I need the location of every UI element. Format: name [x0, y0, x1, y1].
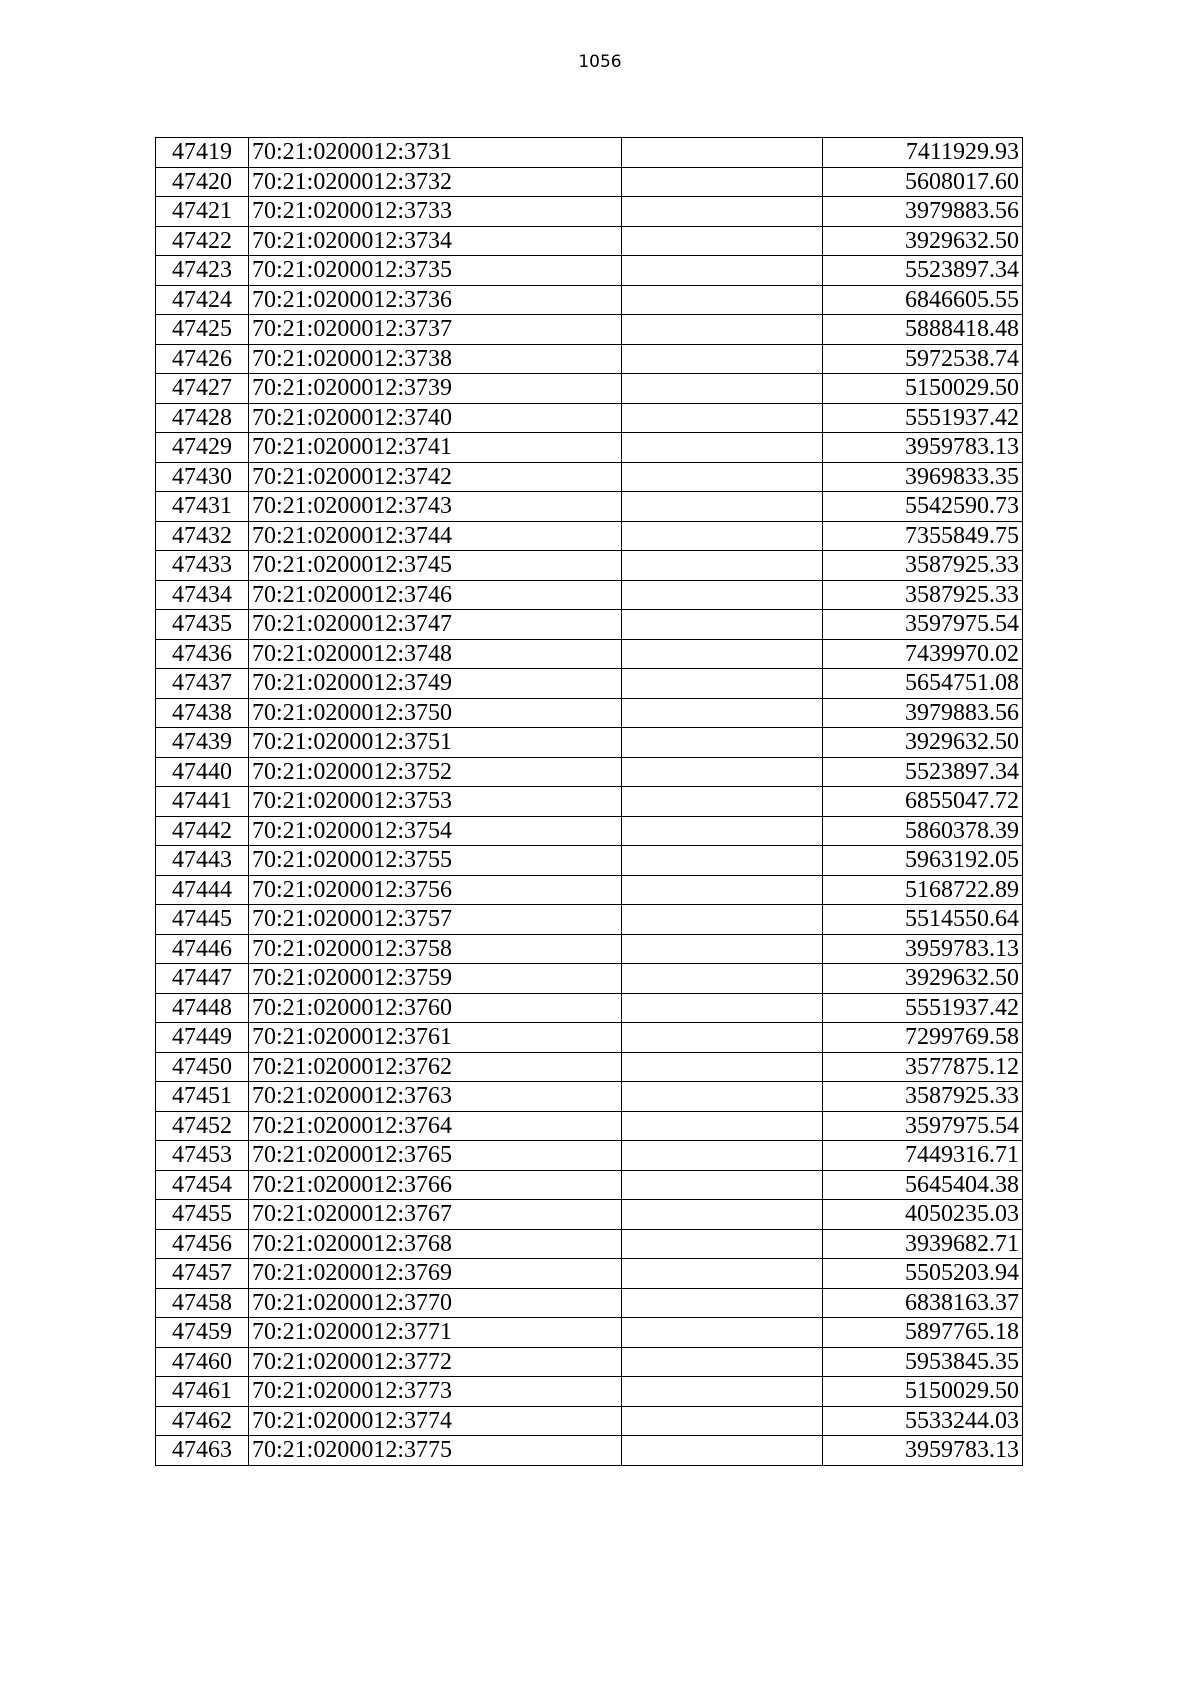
- value-cell: 5533244.03: [822, 1406, 1023, 1436]
- table-row: [156, 639, 1023, 669]
- row-number-cell: 47425: [156, 315, 249, 345]
- row-number-cell: 47451: [156, 1082, 249, 1112]
- value-cell: 5645404.38: [822, 1170, 1023, 1200]
- empty-cell: [622, 669, 823, 699]
- cadastral-number-cell: 70:21:0200012:3773: [249, 1377, 622, 1407]
- table-row: [156, 521, 1023, 551]
- row-number-cell: 47432: [156, 521, 249, 551]
- row-number-cell: 47449: [156, 1023, 249, 1053]
- cadastral-number-cell: 70:21:0200012:3767: [249, 1200, 622, 1230]
- row-number-cell: 47430: [156, 462, 249, 492]
- empty-cell: [622, 1318, 823, 1348]
- value-cell: 5654751.08: [822, 669, 1023, 699]
- value-cell: 3969833.35: [822, 462, 1023, 492]
- empty-cell: [622, 875, 823, 905]
- cadastral-number-cell: 70:21:0200012:3753: [249, 787, 622, 817]
- row-number-cell: 47424: [156, 285, 249, 315]
- table-row: [156, 226, 1023, 256]
- value-cell: 5860378.39: [822, 816, 1023, 846]
- empty-cell: [622, 993, 823, 1023]
- cadastral-number-cell: 70:21:0200012:3755: [249, 846, 622, 876]
- value-cell: 5523897.34: [822, 256, 1023, 286]
- cadastral-number-cell: 70:21:0200012:3762: [249, 1052, 622, 1082]
- table-row: [156, 1259, 1023, 1289]
- table-row: [156, 993, 1023, 1023]
- row-number-cell: 47446: [156, 934, 249, 964]
- value-cell: 5972538.74: [822, 344, 1023, 374]
- empty-cell: [622, 492, 823, 522]
- cadastral-number-cell: 70:21:0200012:3733: [249, 197, 622, 227]
- cadastral-number-cell: 70:21:0200012:3775: [249, 1436, 622, 1466]
- row-number-cell: 47458: [156, 1288, 249, 1318]
- value-cell: 5608017.60: [822, 167, 1023, 197]
- table-row: [156, 1141, 1023, 1171]
- cadastral-number-cell: 70:21:0200012:3743: [249, 492, 622, 522]
- table-row: [156, 1023, 1023, 1053]
- table-row: [156, 256, 1023, 286]
- table-row: [156, 816, 1023, 846]
- value-cell: 3959783.13: [822, 433, 1023, 463]
- empty-cell: [622, 1406, 823, 1436]
- value-cell: 7411929.93: [822, 138, 1023, 168]
- cadastral-number-cell: 70:21:0200012:3745: [249, 551, 622, 581]
- cadastral-number-cell: 70:21:0200012:3758: [249, 934, 622, 964]
- table-row: [156, 1347, 1023, 1377]
- value-cell: 5888418.48: [822, 315, 1023, 345]
- empty-cell: [622, 226, 823, 256]
- row-number-cell: 47429: [156, 433, 249, 463]
- empty-cell: [622, 610, 823, 640]
- table-row: [156, 462, 1023, 492]
- cadastral-number-cell: 70:21:0200012:3736: [249, 285, 622, 315]
- empty-cell: [622, 315, 823, 345]
- row-number-cell: 47455: [156, 1200, 249, 1230]
- cadastral-number-cell: 70:21:0200012:3756: [249, 875, 622, 905]
- row-number-cell: 47444: [156, 875, 249, 905]
- table-row: [156, 1052, 1023, 1082]
- row-number-cell: 47445: [156, 905, 249, 935]
- table-row: [156, 728, 1023, 758]
- empty-cell: [622, 757, 823, 787]
- table-row: [156, 1406, 1023, 1436]
- row-number-cell: 47452: [156, 1111, 249, 1141]
- row-number-cell: 47448: [156, 993, 249, 1023]
- empty-cell: [622, 462, 823, 492]
- row-number-cell: 47440: [156, 757, 249, 787]
- cadastral-number-cell: 70:21:0200012:3771: [249, 1318, 622, 1348]
- row-number-cell: 47450: [156, 1052, 249, 1082]
- row-number-cell: 47447: [156, 964, 249, 994]
- row-number-cell: 47420: [156, 167, 249, 197]
- value-cell: 3597975.54: [822, 1111, 1023, 1141]
- row-number-cell: 47436: [156, 639, 249, 669]
- value-cell: 5897765.18: [822, 1318, 1023, 1348]
- cadastral-number-cell: 70:21:0200012:3752: [249, 757, 622, 787]
- table-row: [156, 492, 1023, 522]
- value-cell: 7439970.02: [822, 639, 1023, 669]
- cadastral-number-cell: 70:21:0200012:3761: [249, 1023, 622, 1053]
- value-cell: 3979883.56: [822, 197, 1023, 227]
- page-number: 1056: [578, 52, 622, 72]
- empty-cell: [622, 905, 823, 935]
- table-row: [156, 875, 1023, 905]
- empty-cell: [622, 1111, 823, 1141]
- empty-cell: [622, 256, 823, 286]
- cadastral-number-cell: 70:21:0200012:3734: [249, 226, 622, 256]
- empty-cell: [622, 728, 823, 758]
- value-cell: 3959783.13: [822, 1436, 1023, 1466]
- row-number-cell: 47454: [156, 1170, 249, 1200]
- cadastral-number-cell: 70:21:0200012:3750: [249, 698, 622, 728]
- value-cell: 6838163.37: [822, 1288, 1023, 1318]
- table-row: [156, 197, 1023, 227]
- row-number-cell: 47428: [156, 403, 249, 433]
- value-cell: 3597975.54: [822, 610, 1023, 640]
- row-number-cell: 47453: [156, 1141, 249, 1171]
- row-number-cell: 47462: [156, 1406, 249, 1436]
- empty-cell: [622, 639, 823, 669]
- empty-cell: [622, 521, 823, 551]
- empty-cell: [622, 816, 823, 846]
- row-number-cell: 47439: [156, 728, 249, 758]
- cadastral-number-cell: 70:21:0200012:3747: [249, 610, 622, 640]
- empty-cell: [622, 846, 823, 876]
- table-row: [156, 580, 1023, 610]
- table-row: [156, 167, 1023, 197]
- empty-cell: [622, 344, 823, 374]
- row-number-cell: 47421: [156, 197, 249, 227]
- table-row: [156, 1170, 1023, 1200]
- cadastral-number-cell: 70:21:0200012:3759: [249, 964, 622, 994]
- empty-cell: [622, 433, 823, 463]
- cadastral-number-cell: 70:21:0200012:3769: [249, 1259, 622, 1289]
- value-cell: 3577875.12: [822, 1052, 1023, 1082]
- value-cell: 3587925.33: [822, 1082, 1023, 1112]
- row-number-cell: 47423: [156, 256, 249, 286]
- empty-cell: [622, 374, 823, 404]
- value-cell: 3959783.13: [822, 934, 1023, 964]
- row-number-cell: 47433: [156, 551, 249, 581]
- table-row: [156, 757, 1023, 787]
- row-number-cell: 47426: [156, 344, 249, 374]
- cadastral-number-cell: 70:21:0200012:3741: [249, 433, 622, 463]
- row-number-cell: 47435: [156, 610, 249, 640]
- value-cell: 3587925.33: [822, 580, 1023, 610]
- value-cell: 3929632.50: [822, 964, 1023, 994]
- cadastral-number-cell: 70:21:0200012:3751: [249, 728, 622, 758]
- cadastral-number-cell: 70:21:0200012:3760: [249, 993, 622, 1023]
- value-cell: 3929632.50: [822, 226, 1023, 256]
- cadastral-number-cell: 70:21:0200012:3766: [249, 1170, 622, 1200]
- value-cell: 6855047.72: [822, 787, 1023, 817]
- empty-cell: [622, 197, 823, 227]
- row-number-cell: 47437: [156, 669, 249, 699]
- empty-cell: [622, 285, 823, 315]
- value-cell: 5551937.42: [822, 993, 1023, 1023]
- value-cell: 5505203.94: [822, 1259, 1023, 1289]
- row-number-cell: 47422: [156, 226, 249, 256]
- value-cell: 5963192.05: [822, 846, 1023, 876]
- empty-cell: [622, 964, 823, 994]
- table-row: [156, 964, 1023, 994]
- cadastral-number-cell: 70:21:0200012:3764: [249, 1111, 622, 1141]
- row-number-cell: 47459: [156, 1318, 249, 1348]
- empty-cell: [622, 1082, 823, 1112]
- empty-cell: [622, 1170, 823, 1200]
- cadastral-number-cell: 70:21:0200012:3731: [249, 138, 622, 168]
- cadastral-number-cell: 70:21:0200012:3757: [249, 905, 622, 935]
- value-cell: 7449316.71: [822, 1141, 1023, 1171]
- value-cell: 5551937.42: [822, 403, 1023, 433]
- table-row: [156, 669, 1023, 699]
- value-cell: 7299769.58: [822, 1023, 1023, 1053]
- value-cell: 5168722.89: [822, 875, 1023, 905]
- value-cell: 5514550.64: [822, 905, 1023, 935]
- empty-cell: [622, 403, 823, 433]
- table-body: [156, 138, 1023, 1466]
- row-number-cell: 47456: [156, 1229, 249, 1259]
- table-row: [156, 138, 1023, 168]
- row-number-cell: 47460: [156, 1347, 249, 1377]
- empty-cell: [622, 787, 823, 817]
- cadastral-number-cell: 70:21:0200012:3742: [249, 462, 622, 492]
- table-row: [156, 551, 1023, 581]
- value-cell: 3939682.71: [822, 1229, 1023, 1259]
- cadastral-value-table: [155, 137, 1023, 1466]
- empty-cell: [622, 1141, 823, 1171]
- table-row: [156, 315, 1023, 345]
- empty-cell: [622, 580, 823, 610]
- value-cell: 5523897.34: [822, 757, 1023, 787]
- value-cell: 3929632.50: [822, 728, 1023, 758]
- table-row: [156, 787, 1023, 817]
- cadastral-number-cell: 70:21:0200012:3749: [249, 669, 622, 699]
- table-row: [156, 1229, 1023, 1259]
- empty-cell: [622, 934, 823, 964]
- cadastral-number-cell: 70:21:0200012:3740: [249, 403, 622, 433]
- row-number-cell: 47443: [156, 846, 249, 876]
- empty-cell: [622, 1229, 823, 1259]
- table-row: [156, 846, 1023, 876]
- empty-cell: [622, 551, 823, 581]
- cadastral-number-cell: 70:21:0200012:3768: [249, 1229, 622, 1259]
- table-row: [156, 610, 1023, 640]
- value-cell: 5150029.50: [822, 374, 1023, 404]
- table-row: [156, 374, 1023, 404]
- value-cell: 5150029.50: [822, 1377, 1023, 1407]
- empty-cell: [622, 1023, 823, 1053]
- table-row: [156, 285, 1023, 315]
- row-number-cell: 47442: [156, 816, 249, 846]
- cadastral-number-cell: 70:21:0200012:3765: [249, 1141, 622, 1171]
- cadastral-number-cell: 70:21:0200012:3732: [249, 167, 622, 197]
- table-row: [156, 698, 1023, 728]
- empty-cell: [622, 1259, 823, 1289]
- value-cell: 7355849.75: [822, 521, 1023, 551]
- cadastral-number-cell: 70:21:0200012:3748: [249, 639, 622, 669]
- empty-cell: [622, 1436, 823, 1466]
- cadastral-number-cell: 70:21:0200012:3772: [249, 1347, 622, 1377]
- empty-cell: [622, 1200, 823, 1230]
- table-row: [156, 905, 1023, 935]
- empty-cell: [622, 1052, 823, 1082]
- value-cell: 4050235.03: [822, 1200, 1023, 1230]
- value-cell: 6846605.55: [822, 285, 1023, 315]
- empty-cell: [622, 1288, 823, 1318]
- empty-cell: [622, 698, 823, 728]
- empty-cell: [622, 167, 823, 197]
- value-cell: 3979883.56: [822, 698, 1023, 728]
- table-row: [156, 1111, 1023, 1141]
- row-number-cell: 47419: [156, 138, 249, 168]
- table-row: [156, 403, 1023, 433]
- row-number-cell: 47461: [156, 1377, 249, 1407]
- row-number-cell: 47463: [156, 1436, 249, 1466]
- row-number-cell: 47434: [156, 580, 249, 610]
- table-row: [156, 1436, 1023, 1466]
- cadastral-number-cell: 70:21:0200012:3774: [249, 1406, 622, 1436]
- row-number-cell: 47438: [156, 698, 249, 728]
- table-row: [156, 1288, 1023, 1318]
- cadastral-number-cell: 70:21:0200012:3744: [249, 521, 622, 551]
- table-row: [156, 1318, 1023, 1348]
- table-row: [156, 1082, 1023, 1112]
- table-row: [156, 1377, 1023, 1407]
- table-row: [156, 1200, 1023, 1230]
- cadastral-number-cell: 70:21:0200012:3737: [249, 315, 622, 345]
- table-row: [156, 344, 1023, 374]
- cadastral-number-cell: 70:21:0200012:3738: [249, 344, 622, 374]
- cadastral-number-cell: 70:21:0200012:3735: [249, 256, 622, 286]
- row-number-cell: 47431: [156, 492, 249, 522]
- value-cell: 3587925.33: [822, 551, 1023, 581]
- empty-cell: [622, 1377, 823, 1407]
- cadastral-number-cell: 70:21:0200012:3770: [249, 1288, 622, 1318]
- table-row: [156, 934, 1023, 964]
- value-cell: 5542590.73: [822, 492, 1023, 522]
- table-row: [156, 433, 1023, 463]
- cadastral-number-cell: 70:21:0200012:3746: [249, 580, 622, 610]
- value-cell: 5953845.35: [822, 1347, 1023, 1377]
- empty-cell: [622, 138, 823, 168]
- empty-cell: [622, 1347, 823, 1377]
- cadastral-number-cell: 70:21:0200012:3763: [249, 1082, 622, 1112]
- cadastral-number-cell: 70:21:0200012:3739: [249, 374, 622, 404]
- row-number-cell: 47427: [156, 374, 249, 404]
- cadastral-number-cell: 70:21:0200012:3754: [249, 816, 622, 846]
- row-number-cell: 47457: [156, 1259, 249, 1289]
- row-number-cell: 47441: [156, 787, 249, 817]
